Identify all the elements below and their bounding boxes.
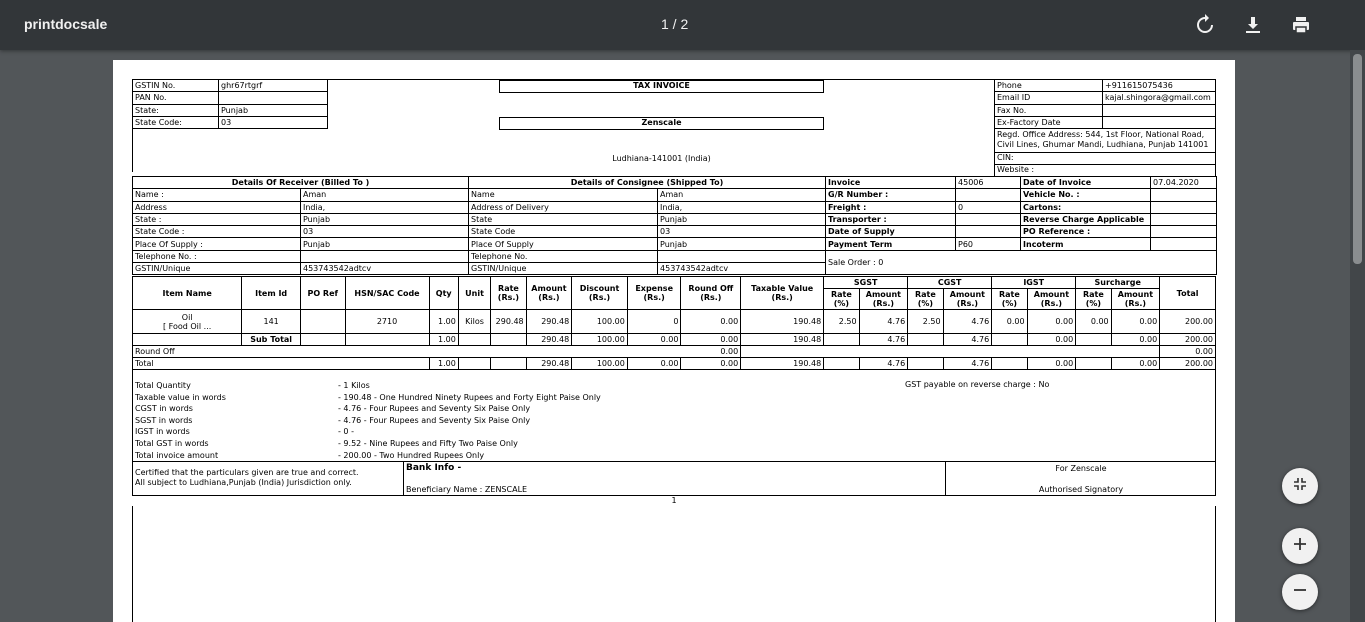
item-cell: 2.50 — [824, 310, 859, 334]
info-value — [1151, 213, 1217, 225]
item-cell: 0 — [627, 310, 681, 334]
col-header — [627, 277, 681, 310]
rotate-icon[interactable] — [1193, 13, 1217, 37]
page-frame — [132, 506, 1216, 622]
info-value — [956, 213, 1021, 225]
col-header-line: (Rs.) — [700, 293, 722, 302]
item-cell: 290.48 — [491, 310, 526, 334]
item-cell: 190.48 — [741, 334, 824, 346]
receiver-value — [301, 250, 469, 262]
receiver-value: India, — [301, 201, 469, 213]
col-header-line: (Rs.) — [872, 299, 895, 308]
invoice-title: TAX INVOICE — [499, 80, 824, 93]
col-header-line: (Rs.) — [1040, 299, 1063, 308]
item-cell: 100.00 — [572, 310, 628, 334]
office-address-line: Regd. Office Address: 544, 1st Floor, National Road, — [997, 130, 1205, 140]
roundoff-row — [133, 346, 1216, 358]
item-cell: 141 — [242, 310, 301, 334]
info-label: Date of Supply — [826, 226, 956, 238]
item-cell — [300, 334, 345, 346]
item-cell — [992, 334, 1027, 346]
receiver-value: 03 — [301, 226, 469, 238]
consignee-label: GSTIN/Unique — [469, 263, 658, 275]
receiver-label: Place Of Supply : — [133, 238, 301, 250]
consignee-header: Details of Consignee (Shipped To) — [469, 177, 826, 189]
item-cell: 0.00 — [1111, 334, 1160, 346]
item-cell: 4.76 — [943, 358, 992, 370]
item-cell: 290.48 — [526, 334, 572, 346]
col-header-line: Amount — [1033, 290, 1070, 299]
pdf-page — [113, 60, 1235, 622]
receiver-header: Details Of Receiver (Billed To ) — [133, 177, 469, 189]
item-cell: 290.48 — [526, 310, 572, 334]
item-cell — [824, 358, 859, 370]
contact-label: Email ID — [995, 92, 1103, 104]
summary-value: - 200.00 - Two Hundred Rupees Only — [338, 450, 485, 460]
item-cell: 0.00 — [1027, 310, 1076, 334]
col-header — [681, 277, 741, 310]
info-value — [956, 226, 1021, 238]
item-cell — [491, 358, 526, 370]
receiver-value: Punjab — [301, 213, 469, 225]
summary-block — [132, 370, 1216, 462]
col-header-line: (Rs.) — [497, 293, 520, 302]
sale-order: Sale Order : 0 — [826, 250, 1217, 275]
certification-line: Certified that the particulars given are true and correct. — [135, 468, 359, 477]
info-label: PO Reference : — [1021, 226, 1151, 238]
consignee-label: Address of Delivery — [469, 201, 658, 213]
item-cell — [458, 358, 490, 370]
col-header: IGST — [992, 277, 1076, 289]
col-header — [908, 289, 943, 310]
item-cell: 0.00 — [1160, 346, 1216, 358]
contact-value — [1103, 104, 1216, 116]
col-header-line: Amount — [1117, 290, 1154, 299]
item-cell — [345, 334, 429, 346]
col-header: HSN/SAC Code — [345, 277, 429, 310]
seller-label: State Code: — [133, 116, 219, 128]
summary-value: - 4.76 - Four Rupees and Seventy Six Paise Only — [338, 415, 531, 425]
contact-value — [1103, 116, 1216, 128]
col-header — [859, 289, 908, 310]
consignee-label: State Code — [469, 226, 658, 238]
item-cell: 190.48 — [741, 358, 824, 370]
item-cell — [908, 334, 943, 346]
info-label: Transporter : — [826, 213, 956, 225]
item-cell — [1076, 334, 1111, 346]
viewer-toolbar — [0, 0, 1365, 50]
consignee-label: Place Of Supply — [469, 238, 658, 250]
page-indicator: 1 / 2 — [661, 16, 689, 32]
zoom-in-icon — [1292, 536, 1308, 556]
info-label: Vehicle No. : — [1021, 189, 1151, 201]
item-name — [133, 310, 242, 334]
col-header — [572, 277, 628, 310]
item-cell: 100.00 — [572, 334, 628, 346]
col-header-line: (%) — [833, 299, 850, 308]
item-cell — [300, 310, 345, 334]
seller-value — [219, 92, 328, 104]
col-header-line: (%) — [1085, 299, 1102, 308]
col-header-line: Amount — [949, 290, 986, 299]
info-label: Invoice — [826, 177, 956, 189]
consignee-value: Aman — [658, 189, 826, 201]
col-header-line: Rate — [830, 290, 852, 299]
total-row — [133, 358, 1216, 370]
item-cell: 4.76 — [859, 334, 908, 346]
item-cell: 0.00 — [1111, 310, 1160, 334]
total-label: Total — [133, 358, 430, 370]
seller-table — [132, 79, 328, 129]
reverse-charge: GST payable on reverse charge : No — [905, 380, 1050, 389]
item-cell: 0.00 — [681, 310, 741, 334]
col-header — [741, 277, 824, 310]
col-header — [992, 289, 1027, 310]
info-value — [1151, 226, 1217, 238]
summary-label: IGST in words — [135, 427, 190, 437]
info-value: P60 — [956, 238, 1021, 250]
summary-label: Taxable value in words — [135, 392, 226, 402]
col-header-line: Discount — [579, 284, 620, 293]
col-header — [491, 277, 526, 310]
info-label: Incoterm — [1021, 238, 1151, 250]
info-label: Reverse Charge Applicable — [1021, 213, 1151, 225]
receiver-label: Telephone No. : — [133, 250, 301, 262]
contact-value: kajal.shingora@gmail.com — [1103, 92, 1216, 104]
item-cell — [133, 334, 242, 346]
receiver-value: 453743542adtcv — [301, 263, 469, 275]
info-value — [956, 189, 1021, 201]
item-cell: 0.00 — [1111, 358, 1160, 370]
info-value: 0 — [956, 201, 1021, 213]
summary-label: SGST in words — [135, 415, 193, 425]
contact-label: Fax No. — [995, 104, 1103, 116]
consignee-label: Name — [469, 189, 658, 201]
info-label: G/R Number : — [826, 189, 956, 201]
col-header: Item Id — [242, 277, 301, 310]
col-header: SGST — [824, 277, 908, 289]
item-cell: 4.76 — [859, 310, 908, 334]
zoom-out-button[interactable] — [1282, 574, 1318, 610]
info-value — [1151, 201, 1217, 213]
seller-value: ghr67rtgrf — [219, 80, 328, 92]
page-number: 1 — [671, 496, 677, 505]
item-cell — [458, 334, 490, 346]
website: Website : — [994, 165, 1216, 177]
seller-label: PAN No. — [133, 92, 219, 104]
item-cell — [1076, 358, 1111, 370]
item-cell: 0.00 — [1027, 334, 1076, 346]
info-value: 45006 — [956, 177, 1021, 189]
item-cell — [824, 334, 859, 346]
seller-label: GSTIN No. — [133, 80, 219, 92]
info-label: Payment Term — [826, 238, 956, 250]
zoom-in-button[interactable] — [1282, 528, 1318, 564]
col-header: PO Ref — [300, 277, 345, 310]
item-cell: 0.00 — [681, 346, 741, 358]
item-cell: 200.00 — [1160, 310, 1216, 334]
info-label: Cartons: — [1021, 201, 1151, 213]
col-header-line: Expense — [635, 284, 673, 293]
subtotal-row — [133, 334, 1216, 346]
item-cell: 1.00 — [429, 310, 458, 334]
item-cell: Kilos — [458, 310, 490, 334]
cin: CIN: — [994, 153, 1216, 165]
item-cell: 0.00 — [681, 334, 741, 346]
item-cell: 290.48 — [526, 358, 572, 370]
summary-labels — [135, 380, 226, 461]
item-cell: 2710 — [345, 310, 429, 334]
item-cell: 4.76 — [859, 358, 908, 370]
seller-value: Punjab — [219, 104, 328, 116]
info-value — [1151, 238, 1217, 250]
authorised-signatory: Authorised Signatory — [1038, 485, 1124, 494]
col-header: Item Name — [133, 277, 242, 310]
item-cell — [992, 358, 1027, 370]
consignee-value: 453743542adtcv — [658, 263, 826, 275]
summary-label: Total Quantity — [135, 381, 191, 390]
summary-label: CGST in words — [135, 404, 193, 414]
consignee-value: Punjab — [658, 238, 826, 250]
col-header — [824, 289, 859, 310]
office-address — [994, 129, 1216, 153]
contact-label: Ex-Factory Date — [995, 116, 1103, 128]
col-header-line: (Rs.) — [771, 293, 793, 302]
item-cell: 0.00 — [627, 334, 681, 346]
contact-label: Phone — [995, 80, 1103, 92]
col-header-line: Taxable Value — [751, 284, 814, 293]
items-table — [132, 276, 1216, 370]
item-cell: 4.76 — [943, 334, 992, 346]
print-icon[interactable] — [1289, 13, 1313, 37]
consignee-label: Telephone No. — [469, 250, 658, 262]
col-header-line: (Rs.) — [1124, 299, 1147, 308]
roundoff-label: Round Off — [133, 346, 681, 358]
consignee-value: 03 — [658, 226, 826, 238]
table-row — [133, 310, 1216, 334]
info-value — [1151, 189, 1217, 201]
fit-page-button[interactable] — [1282, 468, 1318, 504]
download-icon[interactable] — [1241, 13, 1265, 37]
summary-value: - 190.48 - One Hundred Ninety Rupees and Forty Eight Paise Only — [338, 392, 601, 402]
receiver-label: State : — [133, 213, 301, 225]
info-label: Date of Invoice — [1021, 177, 1151, 189]
summary-label: Total invoice amount — [135, 450, 219, 460]
col-header — [943, 289, 992, 310]
receiver-label: State Code : — [133, 226, 301, 238]
consignee-label: State — [469, 213, 658, 225]
col-header — [526, 277, 572, 310]
receiver-value: Punjab — [301, 238, 469, 250]
company-city: Ludhiana-141001 (India) — [612, 154, 711, 163]
col-header-line: Round Off — [688, 284, 734, 293]
item-cell: 1.00 — [429, 358, 458, 370]
seller-value: 03 — [219, 116, 328, 128]
consignee-value — [658, 250, 826, 262]
col-header-line: Rate — [998, 290, 1020, 299]
col-header-line: Amount — [865, 290, 902, 299]
contact-box — [994, 79, 1216, 174]
col-header: Qty — [429, 277, 458, 310]
consignee-value: Punjab — [658, 213, 826, 225]
col-header-line: Rate — [498, 284, 519, 293]
bank-info — [403, 462, 946, 495]
bank-title: Bank Info - — [406, 463, 462, 473]
summary-value: - 4.76 - Four Rupees and Seventy Six Paise Only — [338, 404, 531, 414]
subtotal-label: Sub Total — [242, 334, 301, 346]
item-cell: 1.00 — [429, 334, 458, 346]
col-header: Total — [1160, 277, 1216, 310]
seller-label: State: — [133, 104, 219, 116]
consignee-value: India, — [658, 201, 826, 213]
item-cell: 200.00 — [1160, 358, 1216, 370]
col-header-line: (Rs.) — [588, 293, 611, 302]
item-cell — [741, 346, 1160, 358]
for-company: For Zenscale — [1055, 464, 1107, 473]
certification-line: All subject to Ludhiana,Punjab (India) Jurisdiction only. — [135, 478, 352, 487]
summary-label: Total GST in words — [135, 438, 209, 448]
contact-table — [994, 79, 1216, 129]
col-header-line: (Rs.) — [643, 293, 665, 302]
col-header-line: Amount — [531, 284, 567, 293]
col-header-line: (%) — [1001, 299, 1018, 308]
certification — [135, 468, 359, 488]
col-header-line: (%) — [917, 299, 934, 308]
beneficiary-name: Beneficiary Name : ZENSCALE — [406, 485, 528, 494]
summary-value: - 9.52 - Nine Rupees and Fifty Two Paise Only — [338, 438, 518, 448]
item-cell — [908, 358, 943, 370]
info-value: 07.04.2020 — [1151, 177, 1217, 189]
fit-page-icon — [1292, 476, 1308, 496]
col-header — [1027, 289, 1076, 310]
item-cell: 0.00 — [681, 358, 741, 370]
info-label: Freight : — [826, 201, 956, 213]
item-cell — [491, 334, 526, 346]
summary-value: - 1 Kilos — [338, 381, 370, 390]
summary-values — [338, 380, 601, 461]
item-cell: 0.00 — [992, 310, 1027, 334]
col-header: Surcharge — [1076, 277, 1160, 289]
item-name-line: [ Food Oil ... — [162, 321, 212, 331]
col-header-line: Rate — [1083, 290, 1104, 299]
receiver-value: Aman — [301, 189, 469, 201]
item-cell: 2.50 — [908, 310, 943, 334]
receiver-label: Address — [133, 201, 301, 213]
receiver-label: GSTIN/Unique — [133, 263, 301, 275]
item-name-line: Oil — [181, 312, 193, 322]
contact-value: +911615075436 — [1103, 80, 1216, 92]
item-cell: 0.00 — [1076, 310, 1111, 334]
item-cell: 0.00 — [627, 358, 681, 370]
item-cell: 190.48 — [741, 310, 824, 334]
receiver-label: Name : — [133, 189, 301, 201]
footer-box — [132, 461, 1216, 496]
col-header — [1111, 289, 1160, 310]
zoom-out-icon — [1292, 582, 1308, 602]
col-header: CGST — [908, 277, 992, 289]
col-header — [1076, 289, 1111, 310]
company-name: Zenscale — [499, 117, 824, 130]
summary-value: - 0 - — [338, 427, 354, 437]
item-cell: 100.00 — [572, 358, 628, 370]
col-header: Unit — [458, 277, 490, 310]
office-address-line: Civil Lines, Ghumar Mandi, Ludhiana, Punjab 141001 — [997, 140, 1209, 150]
col-header-line: Rate — [914, 290, 936, 299]
scrollbar-thumb[interactable] — [1353, 54, 1362, 264]
item-cell: 4.76 — [943, 310, 992, 334]
col-header-line: (Rs.) — [538, 293, 560, 302]
document-title: printdocsale — [24, 16, 108, 32]
item-cell: 200.00 — [1160, 334, 1216, 346]
party-details-table — [132, 176, 1217, 275]
scrollbar[interactable] — [1350, 50, 1365, 622]
item-cell: 0.00 — [1027, 358, 1076, 370]
col-header-line: (Rs.) — [956, 299, 979, 308]
